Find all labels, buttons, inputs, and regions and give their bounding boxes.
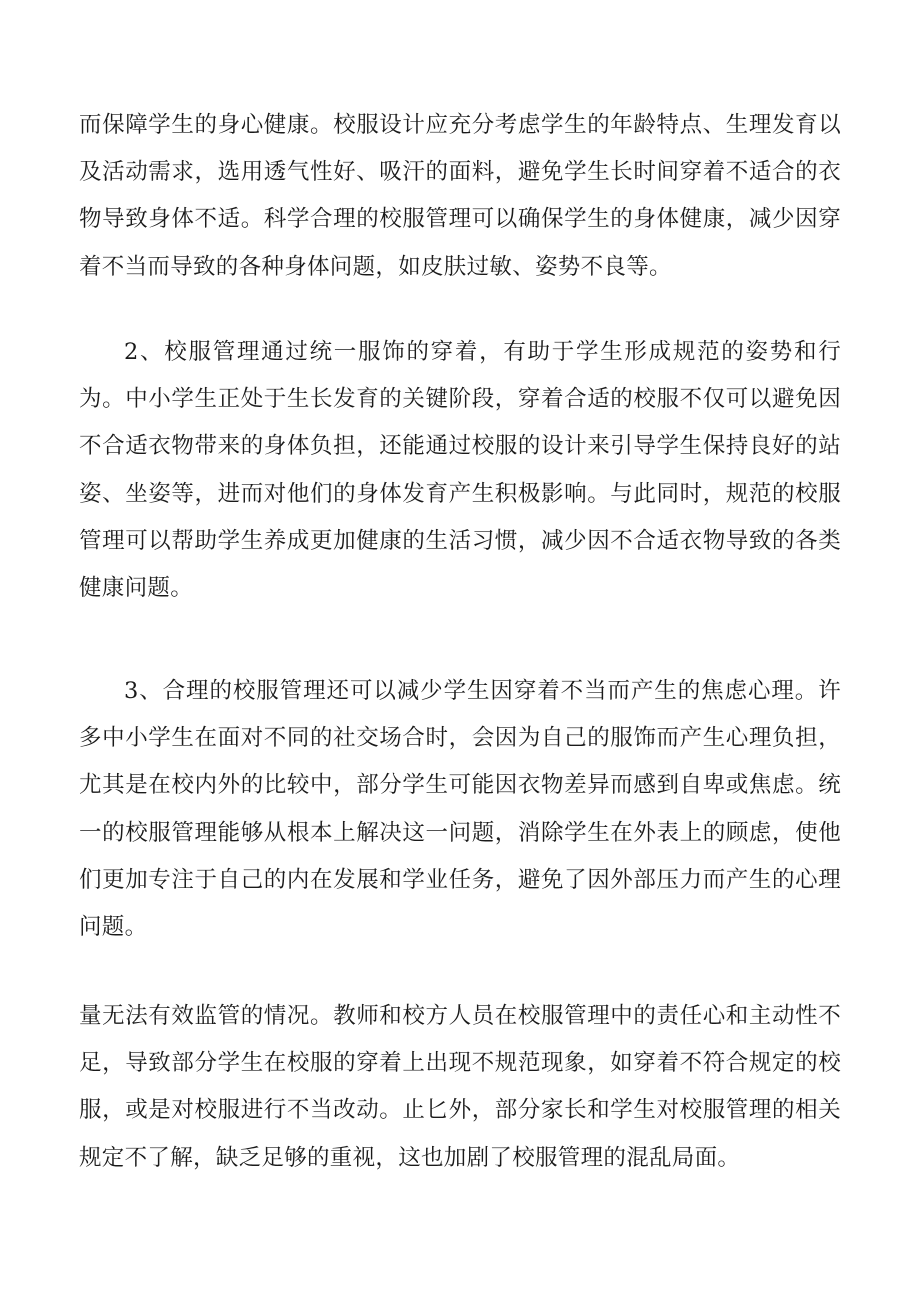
paragraph-continuation: 而保障学生的身心健康。校服设计应充分考虑学生的年龄特点、生理发育以及活动需求，选用透气性好、吸汗的面料，避免学生长时间穿着不适合的衣物导致身体不适。科学合理的校服管理可以确保学生的身体健康，减少因穿着不当而导致的各种身体问题，如皮肤过敏、姿势不良等。 [79, 112, 841, 280]
paragraph-point-2: 2、校服管理通过统一服饰的穿着，有助于学生形成规范的姿势和行为。中小学生正处于生长发育的关键阶段，穿着合适的校服不仅可以避免因不合适衣物带来的身体负担，还能通过校服的设计来引导学生保持良好的站姿、坐姿等，进而对他们的身体发育产生积极影响。与此同时，规范的校服管理可以帮助学生养成更加健康的生活习惯，减少因不合适衣物导致的各类健康问题。 [79, 339, 841, 602]
paragraph-point-3: 3、合理的校服管理还可以减少学生因穿着不当而产生的焦虑心理。许多中小学生在面对不同的社交场合时，会因为自己的服饰而产生心理负担，尤其是在校内外的比较中，部分学生可能因衣物差异而感到自卑或焦虑。统一的校服管理能够从根本上解决这一问题，消除学生在外表上的顾虑，使他们更加专注于自己的内在发展和学业任务，避免了因外部压力而产生的心理问题。 [79, 678, 841, 941]
paragraph-supervision: 量无法有效监管的情况。教师和校方人员在校服管理中的责任心和主动性不足，导致部分学生在校服的穿着上出现不规范现象，如穿着不符合规定的校服，或是对校服进行不当改动。止匕外，部分家长和学生对校服管理的相关规定不了解，缺乏足够的重视，这也加剧了校服管理的混乱局面。 [79, 1003, 841, 1171]
